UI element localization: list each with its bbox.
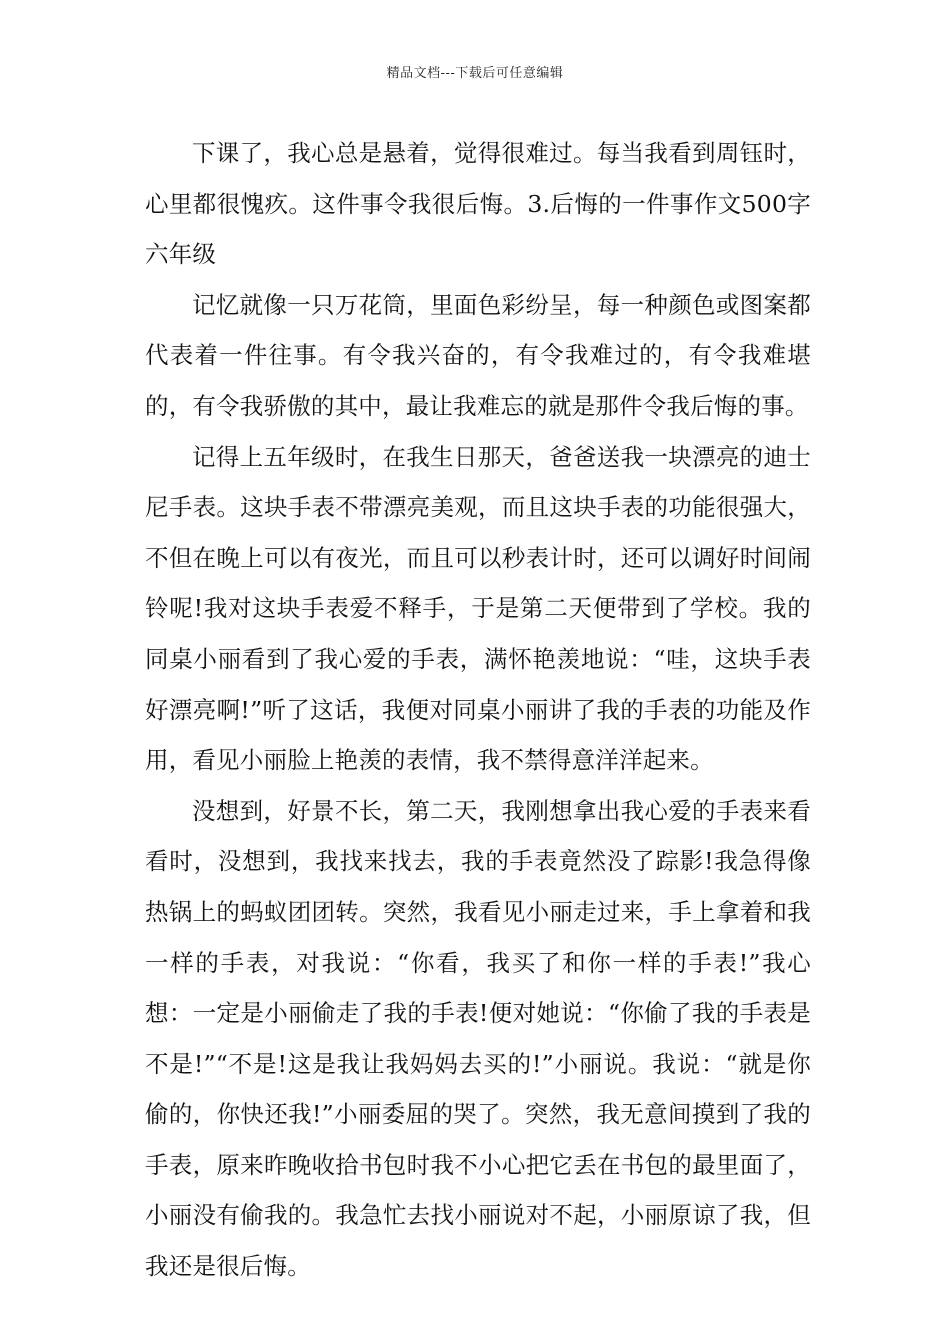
paragraph-3: 记得上五年级时，在我生日那天，爸爸送我一块漂亮的迪士尼手表。这块手表不带漂亮美观，而且这块手表的功能很强大，不但在晚上可以有夜光，而且可以秒表计时，还可以调好时间闹铃呢!我对这块手表爱不释手，于是第二天便带到了学校。我的同桌小丽看到了我心爱的手表，满怀艳羡地说：“哇，这块手表好漂亮啊!”听了这话，我便对同桌小丽讲了我的手表的功能及作用，看见小丽脸上艳羡的表情，我不禁得意洋洋起来。 [145,442,811,775]
page-header: 精品文档---下载后可任意编辑 [386,66,564,81]
document-body [145,128,811,1292]
paragraph-2: 记忆就像一只万花筒，里面色彩纷呈，每一种颜色或图案都代表着一件往事。有令我兴奋的，有令我难过的，有令我难堪的，有令我骄傲的其中，最让我难忘的就是那件令我后悔的事。 [145,290,811,420]
paragraph-4: 没想到，好景不长，第二天，我刚想拿出我心爱的手表来看看时，没想到，我找来找去，我的手表竟然没了踪影!我急得像热锅上的蚂蚁团团转。突然，我看见小丽走过来，手上拿着和我一样的手表，对我说：“你看，我买了和你一样的手表!”我心想：一定是小丽偷走了我的手表!便对她说：“你偷了我的手表是不是!”“不是!这是我让我妈妈去买的!”小丽说。我说：“就是你偷的，你快还我!”小丽委屈的哭了。突然，我无意间摸到了我的手表，原来昨晚收拾书包时我不小心把它丢在书包的最里面了，小丽没有偷我的。我急忙去找小丽说对不起，小丽原谅了我，但我还是很后悔。 [145,796,811,1281]
paragraph-1: 下课了，我心总是悬着，觉得很难过。每当我看到周钰时，心里都很愧疚。这件事令我很后悔。3.后悔的一件事作文500字六年级 [145,139,811,269]
